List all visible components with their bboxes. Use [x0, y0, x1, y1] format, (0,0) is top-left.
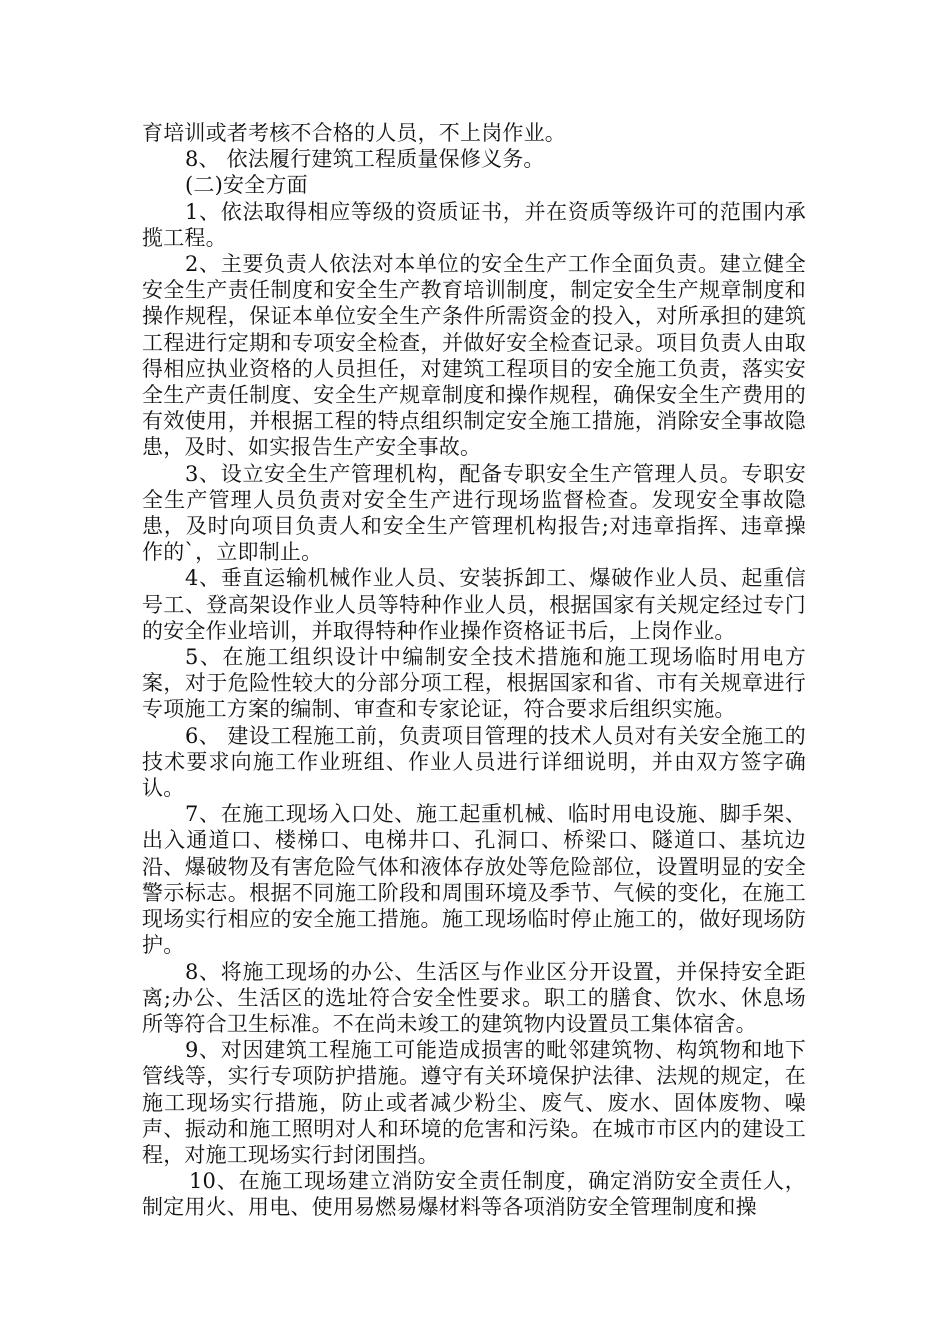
- paragraph-item-8: 8、将施工现场的办公、生活区与作业区分开设置，并保持安全距离;办公、生活区的选址符合安全性要求。职工的膳食、饮水、休息场所等符合卫生标准。不在尚未竣工的建筑物内设置员工集体宿舍。: [142, 959, 806, 1036]
- paragraph-continuation: 育培训或者考核不合格的人员，不上岗作业。: [142, 121, 566, 145]
- paragraph-item-10: 10、在施工现场建立消防安全责任制度，确定消防安全责任人，制定用火、用电、使用易燃易爆材料等各项消防安全管理制度和操: [142, 1169, 806, 1220]
- paragraph-item-8-quality: 8、 依法履行建筑工程质量保修义务。: [185, 147, 545, 172]
- paragraph-item-5: 5、在施工组织设计中编制安全技术措施和施工现场临时用电方案，对于危险性较大的分部分项工程，根据国家和省、市有关规章进行专项施工方案的编制、审查和专家论证，符合要求后组织实施。: [142, 645, 806, 722]
- paragraph-item-4: 4、垂直运输机械作业人员、安装拆卸工、爆破作业人员、起重信号工、登高架设作业人员等特种作业人员，根据国家有关规定经过专门的安全作业培训，并取得特种作业操作资格证书后，上岗作业。: [142, 566, 806, 643]
- paragraph-item-9: 9、对因建筑工程施工可能造成损害的毗邻建筑物、构筑物和地下管线等，实行专项防护措施。遵守有关环境保护法律、法规的规定，在施工现场实行措施，防止或者减少粉尘、废气、废水、固体废物、噪声、振动和施工照明对人和环境的危害和污染。在城市市区内的建设工程，对施工现场实行封闭围挡。: [142, 1038, 806, 1167]
- paragraph-item-7: 7、在施工现场入口处、施工起重机械、临时用电设施、脚手架、出入通道口、楼梯口、电梯井口、孔洞口、桥梁口、隧道口、基坑边沿、爆破物及有害危险气体和液体存放处等危险部位，设置明显的安全警示标志。根据不同施工阶段和周围环境及季节、气候的变化，在施工现场实行相应的安全施工措施。施工现场临时停止施工的，做好现场防护。: [142, 802, 806, 958]
- paragraph-item-6: 6、 建设工程施工前，负责项目管理的技术人员对有关安全施工的技术要求向施工作业班组、作业人员进行详细说明，并由双方签字确认。: [142, 723, 806, 801]
- paragraph-item-1: 1、依法取得相应等级的资质证书，并在资质等级许可的范围内承揽工程。: [142, 199, 806, 250]
- paragraph-item-2: 2、主要负责人依法对本单位的安全生产工作全面负责。建立健全安全生产责任制度和安全生产教育培训制度，制定安全生产规章制度和操作规程，保证本单位安全生产条件所需资金的投入，对所承担的建筑工程进行定期和专项安全检查，并做好安全检查记录。项目负责人由取得相应执业资格的人员担任，对建筑工程项目的安全施工负责，落实安全生产责任制度、安全生产规章制度和操作规程，确保安全生产费用的有效使用，并根据工程的特点组织制定安全施工措施，消除安全事故隐患，及时、如实报告生产安全事故。: [142, 252, 806, 460]
- section-heading-safety: (二)安全方面: [185, 173, 308, 198]
- document-page: [142, 120, 806, 1221]
- paragraph-item-3: 3、设立安全生产管理机构，配备专职安全生产管理人员。专职安全生产管理人员负责对安全生产进行现场监督检查。发现安全事故隐患，及时向项目负责人和安全生产管理机构报告;对违章指挥、违章操作的`，立即制止。: [142, 461, 806, 565]
